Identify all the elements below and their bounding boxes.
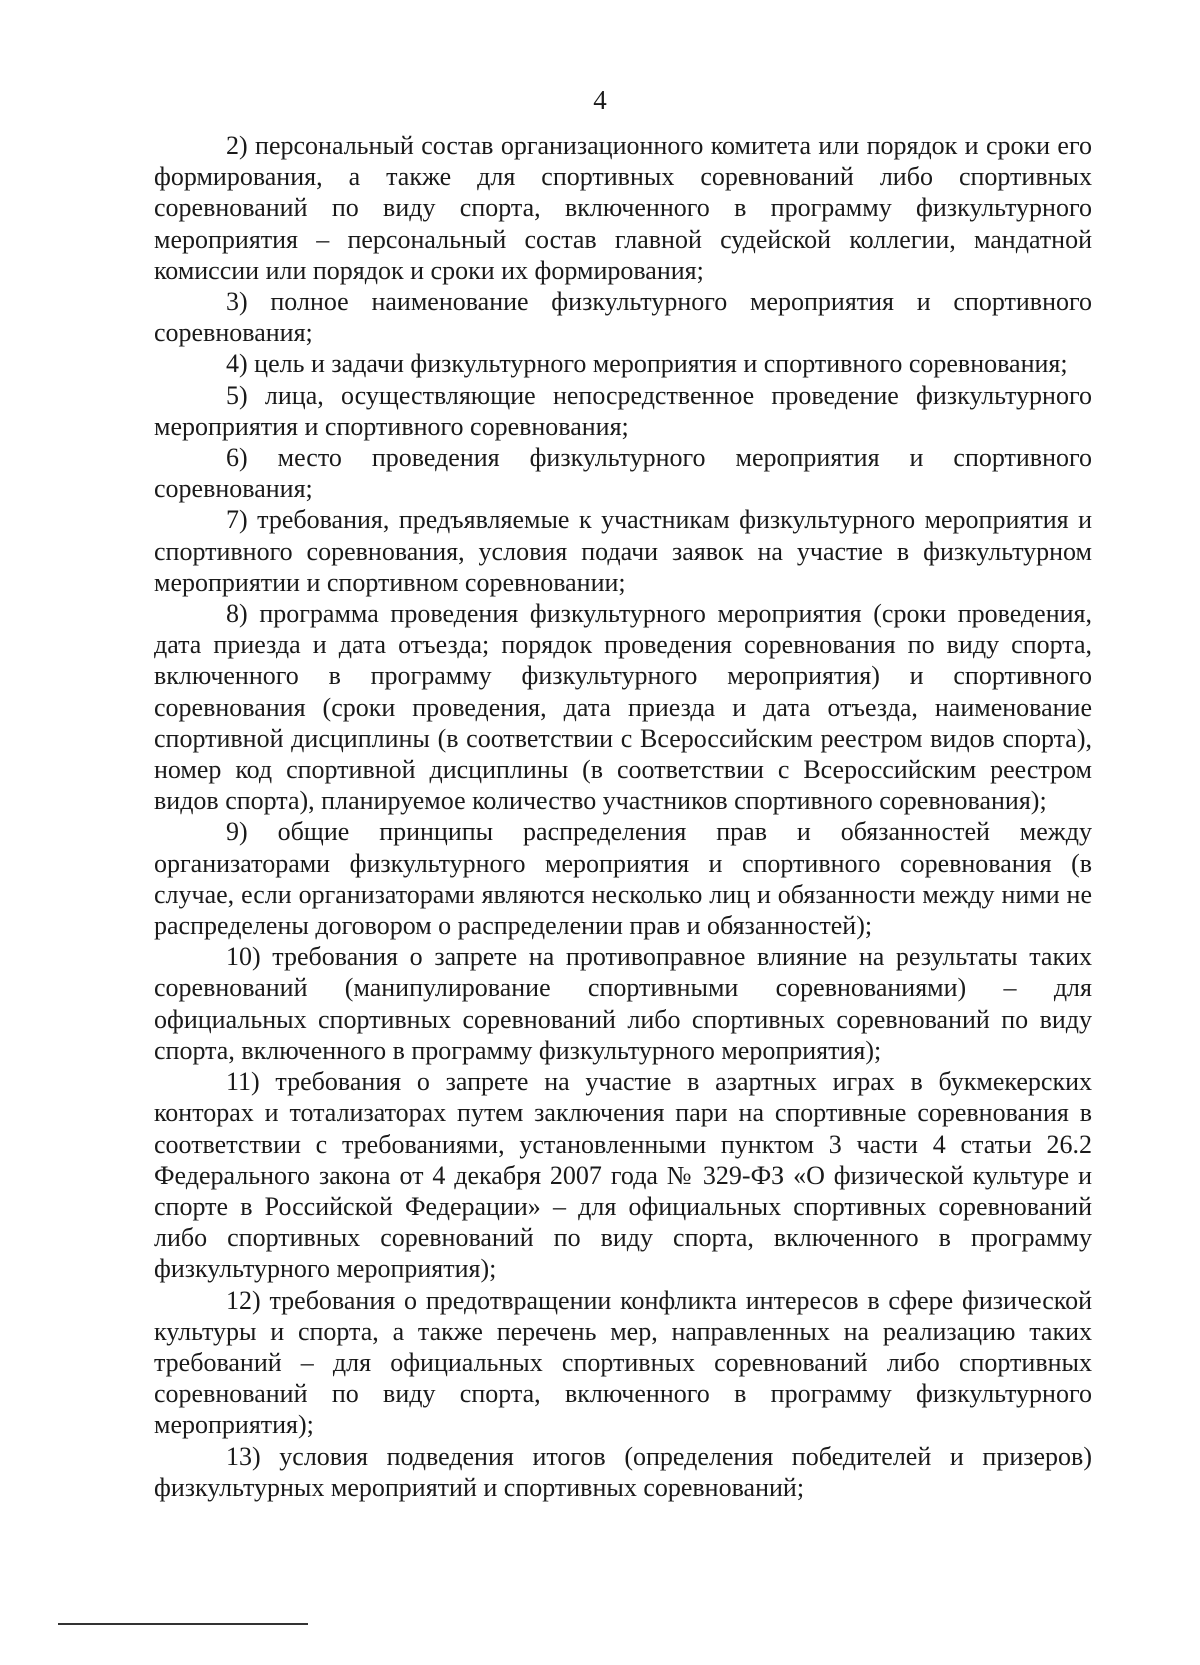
list-item-3: 3) полное наименование физкультурного мероприятия и спортивного соревнования; — [154, 287, 1092, 348]
list-item-8: 8) программа проведения физкультурного мероприятия (сроки проведения, дата приезда и дата отъезда; порядок проведения соревнования по виду спорта, включенного в программу физкультурного мероприятия) и спортивного соревнования (сроки проведения, дата приезда и дата отъезда, наименование спортивной дисциплины (в соответствии с Всероссийским реестром видов спорта), номер код спортивной дисциплины (в соответствии с Всероссийским реестром видов спорта), планируемое количество участников спортивного соревнования); — [154, 599, 1092, 816]
list-item-13: 13) условия подведения итогов (определения победителей и призеров) физкультурных мероприятий и спортивных соревнований; — [154, 1441, 1092, 1502]
page-number: 4 — [593, 85, 607, 115]
list-item-10: 10) требования о запрете на противоправное влияние на результаты таких соревнований (манипулирование спортивными соревнованиями) – для официальных спортивных соревнований либо спортивных соревнований по виду спорта, включенного в программу физкультурного мероприятия); — [154, 942, 1092, 1065]
list-item-2: 2) персональный состав организационного комитета или порядок и сроки его формирования, а также для спортивных соревнований либо спортивных соревнований по виду спорта, включенного в программу физкультурного мероприятия – персональный состав главной судейской коллегии, мандатной комиссии или порядок и сроки их формирования; — [154, 131, 1092, 285]
list-item-6: 6) место проведения физкультурного мероприятия и спортивного соревнования; — [154, 443, 1092, 504]
list-item-5: 5) лица, осуществляющие непосредственное проведение физкультурного мероприятия и спортивного соревнования; — [154, 380, 1092, 441]
document-body — [154, 130, 1092, 1503]
list-item-9: 9) общие принципы распределения прав и обязанностей между организаторами физкультурного мероприятия и спортивного соревнования (в случае, если организаторами являются несколько лиц и обязанности между ними не распределены договором о распределении прав и обязанностей); — [154, 817, 1092, 941]
list-item-4: 4) цель и задачи физкультурного мероприятия и спортивного соревнования; — [226, 349, 1068, 379]
list-item-7: 7) требования, предъявляемые к участникам физкультурного мероприятия и спортивного соревнования, условия подачи заявок на участие в физкультурном мероприятии и спортивном соревновании; — [154, 505, 1092, 597]
footnote-separator — [58, 1623, 308, 1625]
list-item-11: 11) требования о запрете на участие в азартных играх в букмекерских конторах и тотализаторах путем заключения пари на спортивные соревнования в соответствии с требованиями, установленными пунктом 3 части 4 статьи 26.2 Федерального закона от 4 декабря 2007 года № 329-ФЗ «О физической культуре и спорте в Российской Федерации» – для официальных спортивных соревнований либо спортивных соревнований по виду спорта, включенного в программу физкультурного мероприятия); — [154, 1067, 1092, 1284]
list-item-12: 12) требования о предотвращении конфликта интересов в сфере физической культуры и спорта, а также перечень мер, направленных на реализацию таких требований – для официальных спортивных соревнований либо спортивных соревнований по виду спорта, включенного в программу физкультурного мероприятия); — [154, 1285, 1092, 1440]
